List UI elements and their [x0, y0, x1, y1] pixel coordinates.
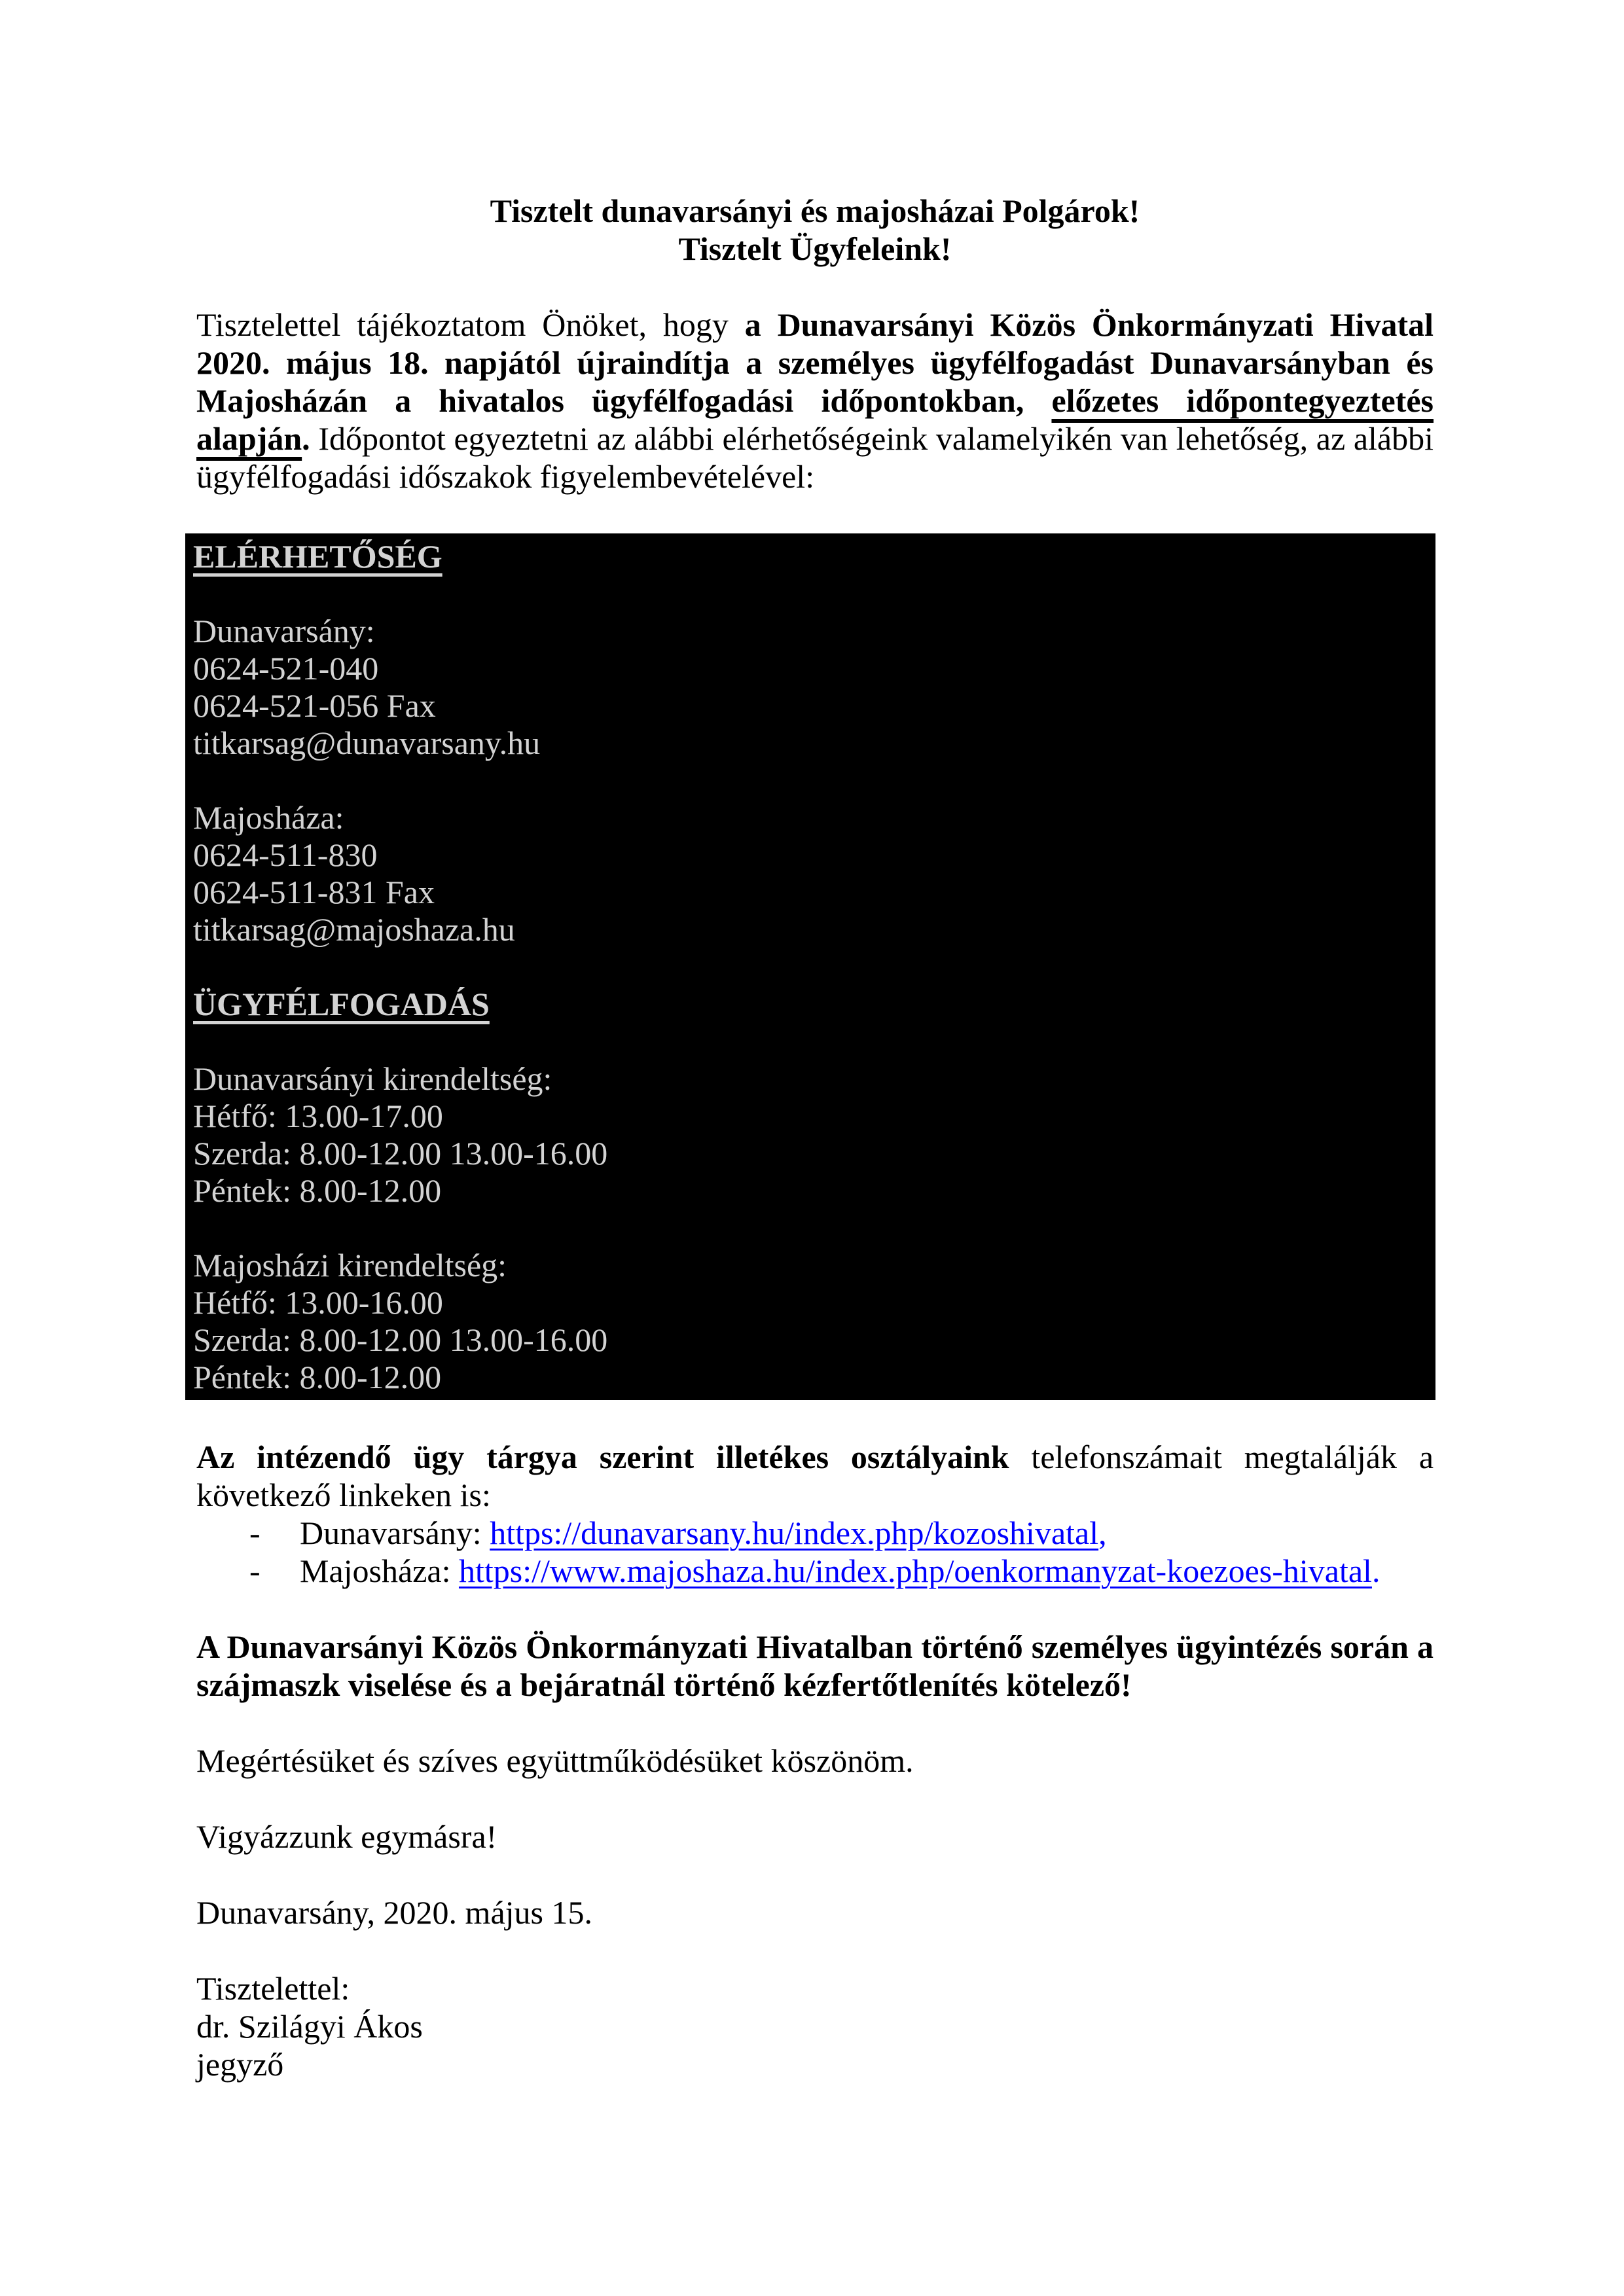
dunavarsany-link[interactable]: https://dunavarsany.hu/index.php/kozoshivatal: [490, 1515, 1099, 1551]
majoshaza-email: titkarsag@majoshaza.hu: [193, 911, 515, 948]
link-suffix: .: [1371, 1552, 1380, 1589]
majoshaza-fax: 0624-511-831 Fax: [193, 874, 435, 910]
intro-normal-end: Időpontot egyeztetni az alábbi elérhetőségeink valamelyikén van lehetőség, az alábbi ügyfélfogadási időszakok figyelembevételével:: [196, 420, 1434, 495]
spacer: [196, 1931, 1434, 1969]
list-label: Majosháza:: [300, 1552, 459, 1589]
spacer: [196, 1400, 1434, 1438]
spacer: [196, 1590, 1434, 1628]
signer-name: dr. Szilágyi Ákos: [196, 2008, 423, 2045]
closing-regards: Tisztelettel:: [196, 1970, 350, 2007]
mask-notice-text: A Dunavarsányi Közös Önkormányzati Hivatalban történő személyes ügyintézés során a szájmaszk viselése és a bejáratnál történő kézfertőtlenítés kötelező!: [196, 1628, 1434, 1703]
hours-heading-text: ÜGYFÉLFOGADÁS: [193, 986, 490, 1022]
spacer: [196, 1780, 1434, 1818]
list-item-dunavarsany: [249, 1514, 1434, 1552]
list-label: Dunavarsány:: [300, 1515, 490, 1551]
spacer: [196, 1704, 1434, 1742]
title-line-1: Tisztelt dunavarsányi és majosházai Polgárok!: [490, 192, 1140, 229]
closing-dateline: Dunavarsány, 2020. május 15.: [196, 1894, 592, 1931]
hours-majoshaza-monday: Hétfő: 13.00-16.00: [193, 1284, 443, 1321]
closing-care: Vigyázzunk egymásra!: [196, 1818, 497, 1855]
links-list: [196, 1514, 1434, 1590]
hours-dunavarsany-wednesday: Szerda: 8.00-12.00 13.00-16.00: [193, 1135, 608, 1172]
document-title: [196, 192, 1434, 268]
spacer: [193, 1210, 1422, 1247]
contact-info-box: [185, 533, 1435, 1400]
departments-lead-normal: telefonszámait megtalálják a következő linkeken is:: [196, 1439, 1434, 1513]
departments-lead-bold: Az intézendő ügy tárgya szerint illetékes osztályaink: [196, 1439, 1009, 1475]
spacer: [196, 1856, 1434, 1893]
mask-notice-paragraph: [196, 1628, 1434, 1704]
majoshaza-phone: 0624-511-830: [193, 836, 378, 873]
list-marker: -: [249, 1515, 261, 1551]
intro-bold-tail: .: [302, 420, 310, 457]
departments-lead-paragraph: [196, 1438, 1434, 1514]
intro-bold-main: a Dunavarsányi Közös Önkormányzati Hivatal 2020. május 18. napjától újraindítja a személyes ügyfélfogadást Dunavarsányban és Majosházán a hivatalos ügyfélfogadási időpontokban,: [196, 306, 1434, 419]
intro-bold-underline: előzetes időpontegyeztetés alapján: [196, 382, 1434, 457]
signer-role: jegyző: [196, 2046, 284, 2083]
majoshaza-link[interactable]: https://www.majoshaza.hu/index.php/oenkormanyzat-koezoes-hivatal: [458, 1552, 1372, 1589]
title-line-2: Tisztelt Ügyfeleink!: [678, 230, 952, 267]
intro-normal-start: Tisztelettel tájékoztatom Önöket, hogy: [196, 306, 745, 343]
spacer: [193, 575, 1422, 613]
list-marker: -: [249, 1552, 261, 1589]
hours-dunavarsany-friday: Péntek: 8.00-12.00: [193, 1172, 442, 1209]
spacer: [196, 495, 1434, 533]
hours-majoshaza-name: Majosházi kirendeltség:: [193, 1247, 507, 1283]
dunavarsany-phone: 0624-521-040: [193, 650, 379, 687]
hours-dunavarsany-name: Dunavarsányi kirendeltség:: [193, 1060, 552, 1097]
dunavarsany-fax: 0624-521-056 Fax: [193, 687, 436, 724]
link-suffix: ,: [1098, 1515, 1107, 1551]
spacer: [193, 948, 1422, 986]
hours-heading: [193, 986, 1422, 1023]
intro-paragraph: [196, 306, 1434, 495]
dunavarsany-email: titkarsag@dunavarsany.hu: [193, 725, 541, 761]
dunavarsany-name: Dunavarsány:: [193, 613, 375, 649]
hours-dunavarsany-monday: Hétfő: 13.00-17.00: [193, 1098, 443, 1134]
closing-thanks: Megértésüket és szíves együttműködésüket köszönöm.: [196, 1742, 914, 1779]
spacer: [196, 268, 1434, 306]
majoshaza-name: Majosháza:: [193, 799, 344, 836]
spacer: [193, 1023, 1422, 1060]
spacer: [193, 762, 1422, 799]
contact-heading: [193, 538, 1422, 575]
contact-heading-text: ELÉRHETŐSÉG: [193, 538, 442, 575]
signature-block: [196, 1969, 1434, 2083]
hours-majoshaza-wednesday: Szerda: 8.00-12.00 13.00-16.00: [193, 1321, 608, 1358]
hours-majoshaza-friday: Péntek: 8.00-12.00: [193, 1359, 442, 1395]
list-item-majoshaza: [249, 1552, 1434, 1590]
